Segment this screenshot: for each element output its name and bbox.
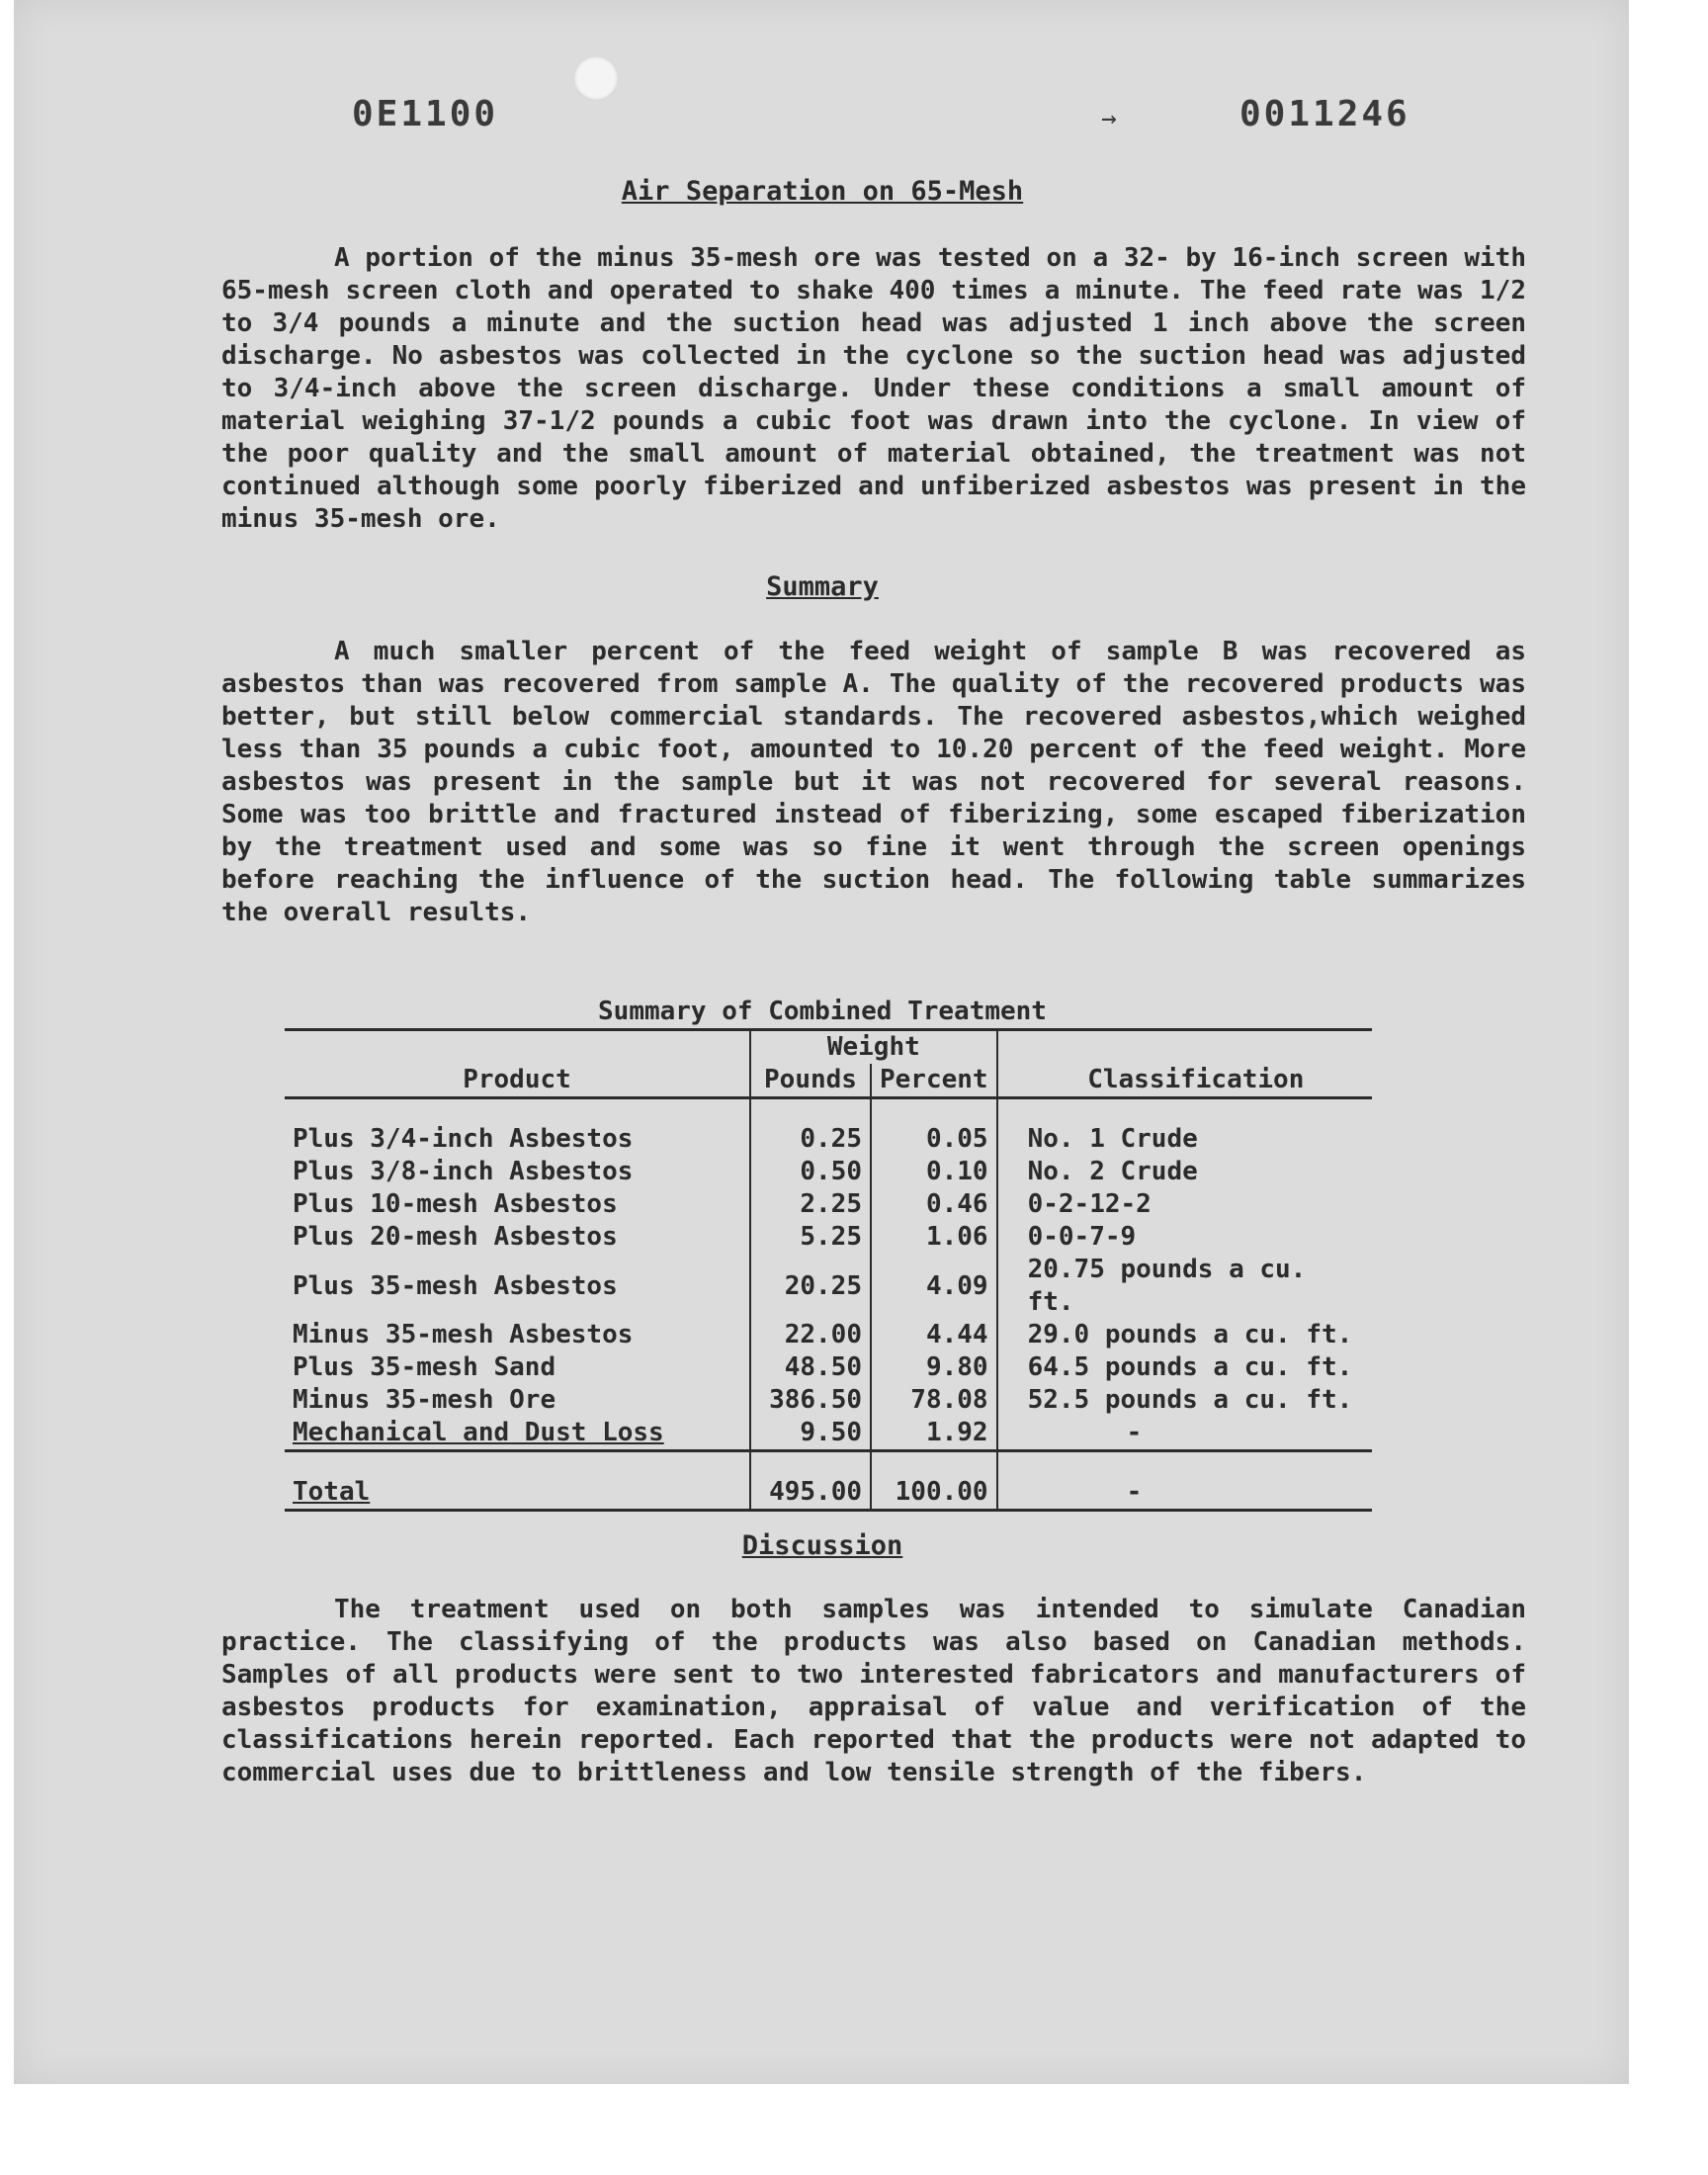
table-row — [285, 1319, 1372, 1351]
classification-cell: 0-0-7-9 — [1027, 1222, 1137, 1252]
summary-table — [285, 1028, 1372, 1512]
product-cell: Plus 35-mesh Sand — [293, 1352, 556, 1382]
table-row — [285, 1156, 1372, 1188]
punch-hole — [573, 55, 619, 101]
percent-cell: 0.46 — [871, 1188, 997, 1221]
classification-cell: No. 1 Crude — [1027, 1124, 1198, 1154]
table-header-row-2 — [285, 1064, 1372, 1098]
total-percent-cell: 100.00 — [871, 1476, 997, 1511]
product-cell: Plus 3/8-inch Asbestos — [293, 1157, 634, 1186]
document-number-stamp-right: 0011246 — [1239, 94, 1410, 134]
summary-paragraph: A much smaller percent of the feed weight of sample B was recovered as asbestos than was recovered from sample A. The quality of the recovered products was better, but still below commercial standards. The recovered asbestos,which weighed less than 35 pounds a cubic foot, amounted to 10.20 percent of the feed weight. More asbestos was present in the sample but it was not recovered for several reasons. Some was too brittle and fractured instead of fiberizing, some escaped fiberization by the treatment used and some was so fine it went through the screen openings before reaching the influence of the suction head. The following table summarizes the overall results. — [221, 637, 1526, 927]
pounds-header: Pounds — [750, 1064, 871, 1098]
table-header-row-1 — [285, 1030, 1372, 1065]
percent-cell: 0.05 — [871, 1123, 997, 1156]
total-label-cell: Total — [285, 1476, 750, 1511]
air-separation-heading: Air Separation on 65-Mesh — [621, 176, 1024, 207]
pounds-cell: 48.50 — [750, 1351, 871, 1384]
product-cell: Mechanical and Dust Loss — [293, 1418, 664, 1447]
air-separation-paragraph: A portion of the minus 35-mesh ore was tested on a 32- by 16-inch screen with 65-mesh screen cloth and operated to shake 400 times a minute. The feed rate was 1/2 to 3/4 pounds a minute and the suction head was adjusted 1 inch above the screen discharge. No asbestos was collected in the cyclone so the suction head was adjusted to 3/4-inch above the screen discharge. Under these conditions a small amount of material weighing 37-1/2 pounds a cubic foot was drawn into the cyclone. In view of the poor quality and the small amount of material obtained, the treatment was not continued although some poorly fiberized and unfiberized asbestos was present in the minus 35-mesh ore. — [221, 243, 1526, 534]
summary-heading: Summary — [766, 571, 879, 602]
discussion-paragraph: The treatment used on both samples was intended to simulate Canadian practice. The classifying of the products was also based on Canadian methods. Samples of all products were sent to two interested fabricators and manufacturers of asbestos products for examination, appraisal of value and verification of the classifications herein reported. Each reported that the products were not adapted to commercial uses due to brittleness and low tensile strength of the fibers. — [221, 1595, 1526, 1787]
table-caption: Summary of Combined Treatment — [598, 997, 1047, 1026]
classification-cell: 64.5 pounds a cu. ft. — [1027, 1352, 1353, 1382]
table-row — [285, 1123, 1372, 1156]
percent-cell: 4.44 — [871, 1319, 997, 1351]
weight-header: Weight — [750, 1030, 997, 1065]
classification-cell: 52.5 pounds a cu. ft. — [1027, 1385, 1353, 1415]
classification-cell: 20.75 pounds a cu. ft. — [1027, 1255, 1307, 1317]
pounds-cell: 0.50 — [750, 1156, 871, 1188]
discussion-heading: Discussion — [741, 1530, 903, 1561]
pounds-cell: 2.25 — [750, 1188, 871, 1221]
product-cell: Plus 35-mesh Asbestos — [293, 1270, 618, 1301]
table-row — [285, 1384, 1372, 1417]
classification-cell: - — [1126, 1418, 1143, 1447]
pounds-cell: 0.25 — [750, 1123, 871, 1156]
table-row — [285, 1417, 1372, 1451]
table-row — [285, 1188, 1372, 1221]
product-cell: Minus 35-mesh Asbestos — [293, 1320, 634, 1349]
total-pounds-cell: 495.00 — [750, 1476, 871, 1511]
percent-cell: 1.92 — [871, 1417, 997, 1451]
pounds-cell: 386.50 — [750, 1384, 871, 1417]
percent-cell: 0.10 — [871, 1156, 997, 1188]
percent-header: Percent — [871, 1064, 997, 1098]
classification-header: Classification — [997, 1064, 1372, 1098]
pounds-cell: 20.25 — [750, 1254, 871, 1319]
product-cell: Plus 10-mesh Asbestos — [293, 1189, 618, 1219]
document-number-stamp-left: 0E1100 — [352, 94, 499, 134]
stray-mark: → — [1101, 104, 1117, 133]
classification-cell: 0-2-12-2 — [1027, 1189, 1152, 1219]
table-row — [285, 1351, 1372, 1384]
pounds-cell: 5.25 — [750, 1221, 871, 1254]
percent-cell: 78.08 — [871, 1384, 997, 1417]
classification-cell: 29.0 pounds a cu. ft. — [1027, 1320, 1353, 1349]
percent-cell: 9.80 — [871, 1351, 997, 1384]
product-header: Product — [285, 1064, 750, 1098]
pounds-cell: 9.50 — [750, 1417, 871, 1451]
percent-cell: 4.09 — [871, 1254, 997, 1319]
product-cell: Minus 35-mesh Ore — [293, 1385, 556, 1415]
table-row — [285, 1221, 1372, 1254]
table-total-row — [285, 1476, 1372, 1511]
pounds-cell: 22.00 — [750, 1319, 871, 1351]
total-classification-cell: - — [997, 1476, 1372, 1511]
classification-cell: No. 2 Crude — [1027, 1157, 1198, 1186]
product-cell: Plus 3/4-inch Asbestos — [293, 1124, 634, 1154]
table-row — [285, 1254, 1372, 1319]
percent-cell: 1.06 — [871, 1221, 997, 1254]
product-cell: Plus 20-mesh Asbestos — [293, 1222, 618, 1252]
